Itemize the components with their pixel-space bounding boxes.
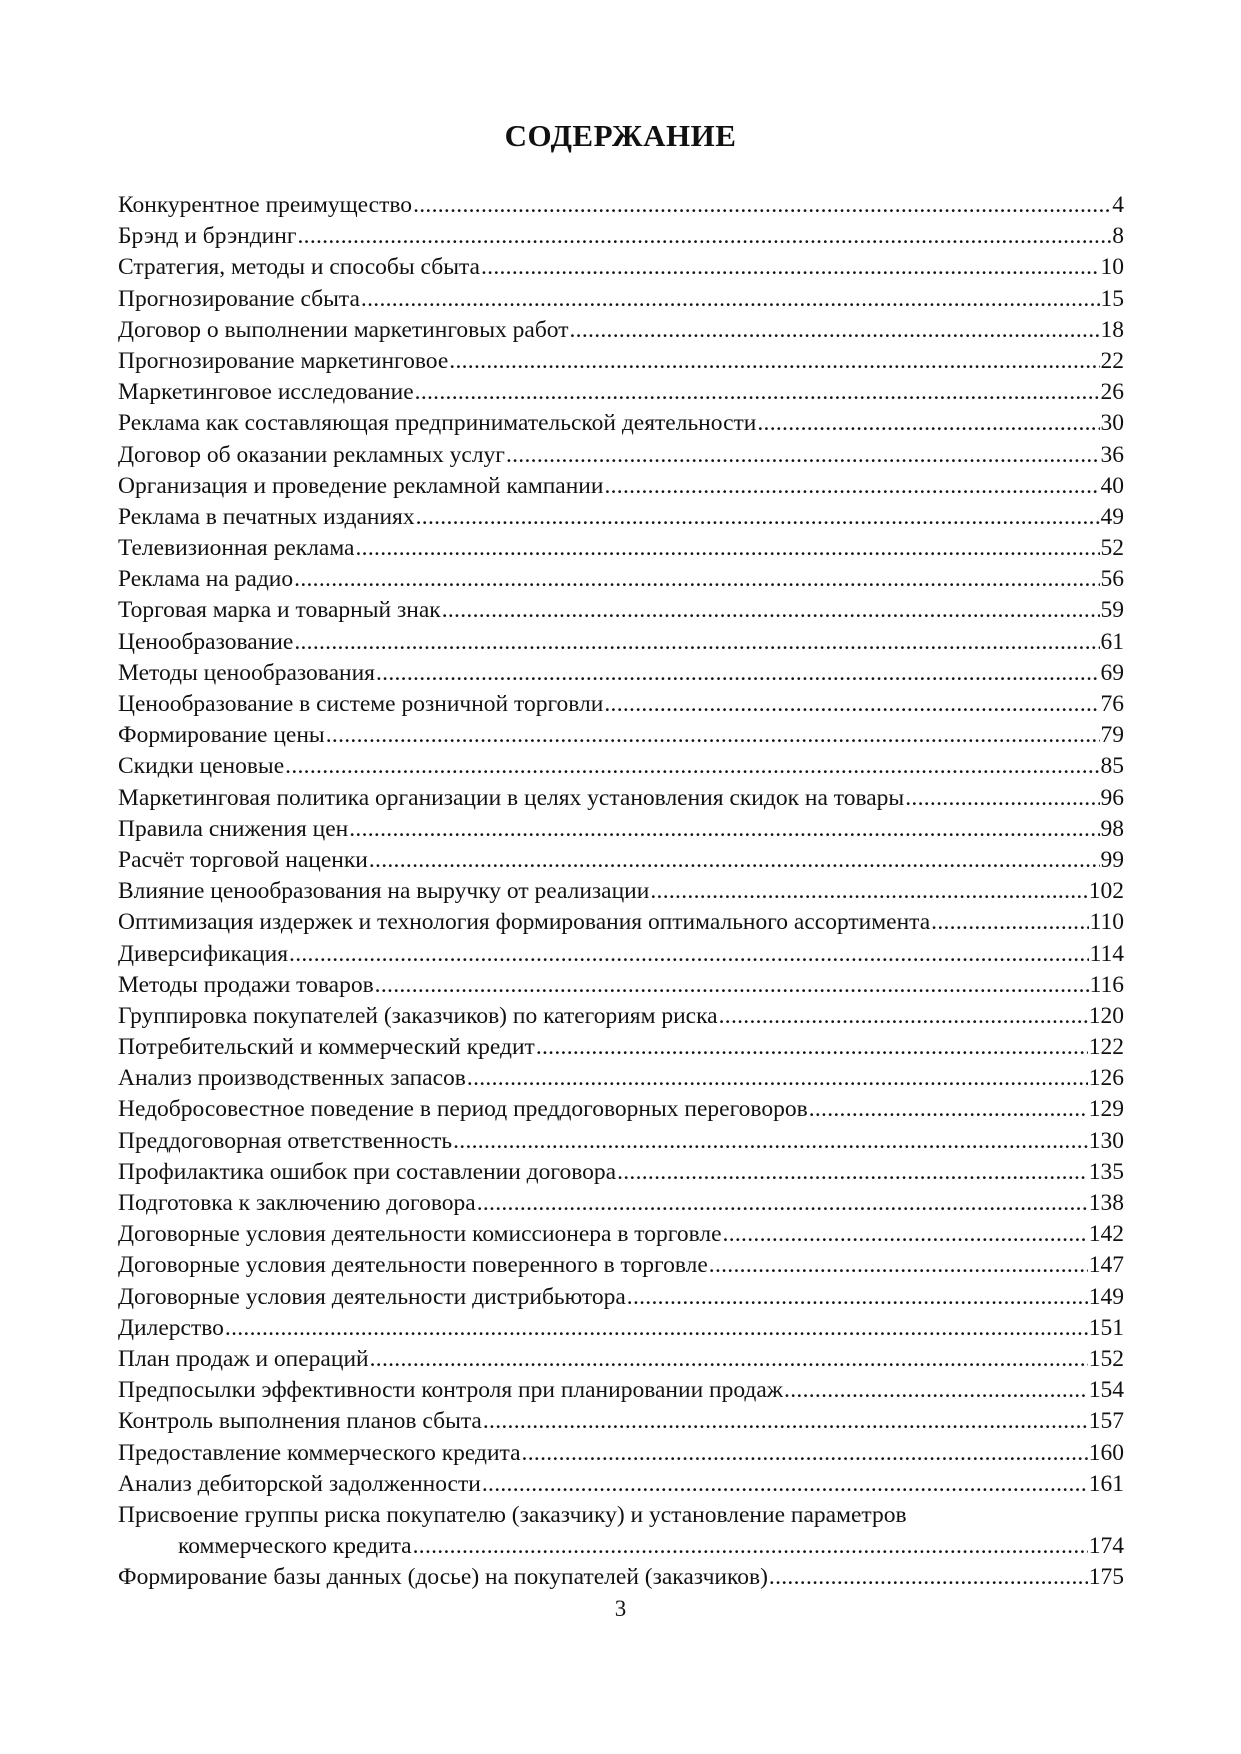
page-title: СОДЕРЖАНИЕ [504,118,737,153]
toc-entry-title: Недобросовестное поведение в период преддоговорных переговоров [118,1096,808,1123]
toc-entry-page: 98 [1100,815,1124,842]
dot-leader [326,720,1100,751]
toc-entry-title: Договорные условия деятельности поверенного в торговле [118,1252,708,1279]
toc-entry-title: Маркетинговое исследование [118,379,414,406]
toc-entry-page: 149 [1088,1283,1124,1310]
toc-entry-title: Договор о выполнении маркетинговых работ [118,316,569,343]
toc-entry-page: 30 [1100,410,1124,437]
toc-entry [118,1282,1124,1313]
toc-entry-title: Предпосылки эффективности контроля при планировании продаж [118,1377,784,1404]
toc-entry-title: Торговая марка и товарный знак [118,597,441,624]
dot-leader [905,783,1099,814]
toc-entry-page: 69 [1100,659,1124,686]
toc-entry-title: Оптимизация издержек и технология формирования оптимального ассортимента [118,909,931,936]
toc-entry-page: 142 [1088,1221,1124,1248]
toc-entry-title: Предоставление коммерческого кредита [118,1439,521,1466]
toc-entry-title: Подготовка к заключению договора [118,1190,476,1216]
toc-entry-page: 161 [1088,1470,1124,1497]
dot-leader [449,346,1099,377]
dot-leader [361,284,1100,315]
toc-entry-title: Анализ производственных запасов [118,1065,466,1092]
toc-entry [118,814,1124,845]
dot-leader [416,502,1100,533]
dot-leader [650,876,1087,907]
toc-entry [118,658,1124,689]
toc-entry-title: Методы продажи товаров [118,971,374,998]
toc-entry-title: Преддоговорная ответственность [118,1127,453,1154]
dot-leader [769,1562,1088,1593]
toc-entry [118,1188,1124,1219]
toc-entry [118,1219,1124,1250]
toc-entry [118,1562,1124,1593]
toc-entry-page: 152 [1088,1345,1124,1372]
toc-entry [118,1250,1124,1281]
toc-entry-page: 40 [1100,472,1124,499]
toc-entry-title: План продаж и операций [118,1345,369,1372]
toc-entry-title: Методы ценообразования [118,659,375,686]
toc-entry [118,907,1124,938]
toc-entry [118,1469,1124,1500]
dot-leader [627,1282,1088,1313]
dot-leader [415,377,1100,408]
toc-entry [118,939,1124,970]
dot-leader [375,970,1089,1001]
toc-entry-title: Реклама как составляющая предпринимательской деятельности [118,410,757,437]
toc-entry [118,1438,1124,1469]
dot-leader [522,1438,1088,1469]
toc-entry-page: 102 [1088,878,1124,905]
toc-entry [118,783,1124,814]
toc-entry-title: Профилактика ошибок при составлении договора [118,1158,617,1185]
toc-entry-page: 114 [1089,940,1124,967]
toc-entry-title: Договорные условия деятельности дистрибьютора [118,1283,626,1310]
toc-entry [118,1406,1124,1437]
toc-entry-title: Скидки ценовые [118,753,285,780]
dot-leader [294,564,1099,595]
dot-leader [413,1531,1088,1562]
dot-leader [809,1094,1088,1125]
toc-entry-title: Формирование цены [118,722,325,749]
toc-entry [118,1313,1124,1344]
toc-entry-page: 138 [1088,1190,1124,1216]
toc-entry [118,1094,1124,1125]
toc-entry-page: 174 [1088,1533,1124,1560]
toc-entry-page: 61 [1100,628,1124,655]
toc-entry [118,221,1124,252]
toc-entry [118,1126,1124,1157]
toc-entry-title: Анализ дебиторской задолженности [118,1470,481,1497]
toc-entry-multiline [118,1500,1124,1562]
toc-entry-page: 4 [1112,192,1124,218]
dot-leader [784,1375,1088,1406]
toc-entry-title-line2: коммерческого кредита [178,1533,412,1560]
toc-entry [118,408,1124,439]
dot-leader [356,533,1100,564]
toc-entry-page: 126 [1088,1065,1124,1092]
toc-entry [118,471,1124,502]
dot-leader [453,1126,1088,1157]
toc-entry [118,315,1124,346]
toc-entry [118,1063,1124,1094]
toc-entry [118,720,1124,751]
toc-entry [118,190,1124,221]
toc-entry-title-line1: Присвоение группы риска покупателю (заказчику) и установление параметров [118,1501,907,1528]
toc-entry [118,377,1124,408]
toc-entry-title: Конкурентное преимущество [118,192,413,218]
toc-entry [118,845,1124,876]
toc-entry [118,533,1124,564]
dot-leader [294,627,1099,658]
toc-entry-title: Прогнозирование маркетинговое [118,347,449,374]
toc-entry-page: 85 [1100,753,1124,780]
toc-entry-page: 36 [1100,441,1124,468]
dot-leader [376,658,1100,689]
toc-entry-title: Стратегия, методы и способы сбыта [118,254,480,281]
toc-entry-title: Ценообразование [118,628,294,655]
toc-entry [118,1157,1124,1188]
toc-entry-page: 154 [1088,1377,1124,1404]
table-of-contents [118,190,1124,1593]
dot-leader [931,907,1088,938]
toc-entry-page: 130 [1088,1127,1124,1154]
toc-entry [118,627,1124,658]
toc-entry-title: Брэнд и брэндинг [118,223,297,250]
dot-leader [481,252,1100,283]
toc-entry [118,1001,1124,1032]
toc-entry-page: 129 [1088,1096,1124,1123]
toc-entry-title: Правила снижения цен [118,815,349,842]
toc-entry-page: 122 [1088,1034,1124,1061]
dot-leader [477,1188,1088,1219]
dot-leader [285,751,1099,782]
toc-entry-title: Договорные условия деятельности комиссионера в торговле [118,1221,722,1248]
dot-leader [723,1219,1088,1250]
dot-leader [570,315,1100,346]
dot-leader [289,939,1089,970]
toc-entry [118,284,1124,315]
toc-entry [118,689,1124,720]
toc-entry-title: Телевизионная реклама [118,535,355,562]
dot-leader [349,814,1099,845]
dot-leader [604,689,1099,720]
dot-leader [483,1406,1088,1437]
toc-entry [118,252,1124,283]
dot-leader [719,1001,1088,1032]
toc-entry-page: 116 [1089,971,1124,998]
page-number: 3 [614,1596,627,1621]
toc-entry-title: Прогнозирование сбыта [118,285,360,312]
dot-leader [442,595,1100,626]
toc-entry [118,346,1124,377]
toc-entry-page: 76 [1100,691,1124,717]
toc-entry-page: 99 [1100,846,1124,873]
toc-entry-page: 96 [1100,784,1124,811]
toc-entry-page: 18 [1100,316,1124,343]
toc-entry-title: Формирование базы данных (досье) на покупателей (заказчиков) [118,1564,768,1591]
toc-entry-continuation [118,1531,1124,1562]
dot-leader [617,1157,1088,1188]
toc-entry-title: Организация и проведение рекламной кампании [118,472,604,499]
dot-leader [225,1313,1088,1344]
toc-entry [118,440,1124,471]
toc-entry-page: 49 [1100,503,1124,530]
toc-entry-page: 151 [1088,1314,1124,1341]
toc-entry-page: 10 [1100,254,1124,281]
toc-entry-title: Потребительский и коммерческий кредит [118,1034,535,1061]
toc-entry-page: 56 [1100,566,1124,593]
toc-entry [118,970,1124,1001]
dot-leader [413,190,1111,221]
toc-entry [118,502,1124,533]
toc-entry-title: Ценообразование в системе розничной торговли [118,691,604,717]
toc-entry-page: 110 [1089,909,1124,936]
toc-entry-page: 147 [1088,1252,1124,1279]
toc-entry-title: Договор об оказании рекламных услуг [118,441,505,468]
toc-entry-page: 120 [1088,1002,1124,1029]
dot-leader [506,440,1100,471]
toc-entry-page: 8 [1112,223,1124,250]
toc-entry [118,595,1124,626]
toc-entry-title: Диверсификация [118,940,289,967]
toc-entry-page: 59 [1100,597,1124,624]
dot-leader [467,1063,1088,1094]
toc-entry [118,1375,1124,1406]
dot-leader [709,1250,1088,1281]
toc-entry [118,1032,1124,1063]
toc-entry-title: Реклама на радио [118,566,294,593]
toc-entry-page: 22 [1100,347,1124,374]
toc-entry-title: Расчёт торговой наценки [118,846,368,873]
toc-entry-page: 157 [1088,1408,1124,1435]
dot-leader [757,408,1099,439]
dot-leader [369,845,1100,876]
dot-leader [482,1469,1088,1500]
dot-leader [604,471,1099,502]
toc-entry-title: Дилерство [118,1314,224,1341]
dot-leader [297,221,1111,252]
dot-leader [536,1032,1088,1063]
toc-entry [118,564,1124,595]
toc-entry-page: 175 [1088,1564,1124,1591]
toc-entry-page: 79 [1100,722,1124,749]
toc-entry-title: Влияние ценообразования на выручку от реализации [118,878,650,905]
toc-entry [118,1344,1124,1375]
dot-leader [370,1344,1088,1375]
toc-entry-page: 15 [1100,285,1124,312]
toc-entry-page: 26 [1100,379,1124,406]
toc-entry-title: Группировка покупателей (заказчиков) по категориям риска [118,1002,718,1029]
toc-entry [118,751,1124,782]
toc-entry-page: 160 [1088,1439,1124,1466]
toc-entry-title: Маркетинговая политика организации в целях установления скидок на товары [118,784,905,811]
toc-entry-page: 135 [1088,1158,1124,1185]
toc-entry [118,876,1124,907]
toc-entry-page: 52 [1100,535,1124,562]
toc-entry-title: Реклама в печатных изданиях [118,503,415,530]
toc-entry-title: Контроль выполнения планов сбыта [118,1408,482,1435]
